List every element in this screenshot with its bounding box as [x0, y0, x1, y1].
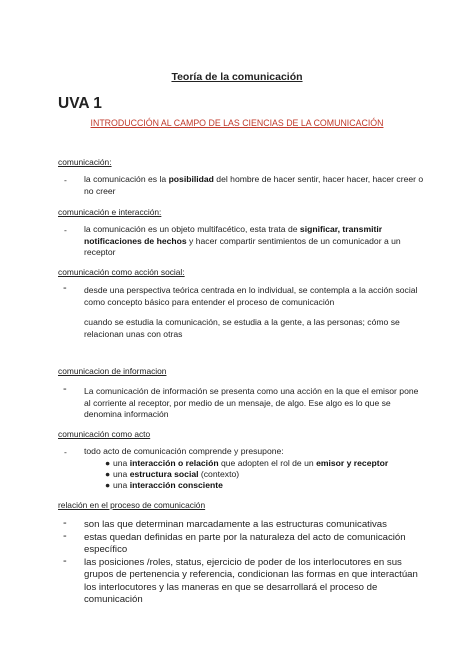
section-paragraph: estas quedan definidas en parte por la naturaleza del acto de comunicación específico: [84, 532, 406, 556]
section-heading-interaccion: comunicación e interacción:: [58, 207, 162, 217]
section-paragraph: todo acto de comunicación comprende y presupone:: [84, 446, 284, 456]
dash-marker: -: [64, 175, 67, 185]
document-title: Teoría de la comunicación: [171, 71, 303, 83]
document-subtitle: INTRODUCCIÓN AL CAMPO DE LAS CIENCIAS DE LA COMUNICACIÓN: [90, 118, 384, 128]
unit-heading: UVA 1: [58, 95, 102, 112]
bullet-marker: ●: [105, 469, 111, 479]
section-heading-accion-social: comunicación como acción social:: [58, 267, 185, 277]
bullet-marker: ●: [105, 458, 111, 468]
section-text: la comunicación es un objeto multifacético, esta trata de significar, transmitir notificaciones de hechos y hacer compartir sentimientos de un comunicador a un receptor: [84, 224, 401, 257]
section-paragraph: las posiciones /roles, status, ejercicio de poder de los interlocutores en sus grupos de pertenencia y referencia, condicionan las formas en que interactúan los interlocutores y las maneras en que se desarrollará el proceso de comunicación: [84, 557, 418, 606]
dash-marker: -: [63, 517, 67, 529]
section-paragraph: La comunicación de información se presenta como una acción en la que el emisor pone al corriente al receptor, por medio de un mensaje, de algo. Ese algo es lo que se denomina información: [84, 386, 419, 419]
section-heading-acto: comunicación como acto: [58, 429, 151, 439]
section-paragraph: desde una perspectiva teórica centrada en lo individual, se contempla a la acción social como concepto básico para entender el proceso de comunicación: [84, 285, 418, 307]
section-paragraph: son las que determinan marcadamente a las estructuras comunicativas: [84, 519, 387, 530]
list-item: una interacción consciente: [113, 480, 223, 490]
dash-marker: -: [63, 555, 67, 567]
list-item: una estructura social (contexto): [113, 469, 240, 479]
section-paragraph: cuando se estudia la comunicación, se estudia a la gente, a las personas; cómo se relacionan unas con otras: [84, 317, 400, 339]
section-heading-relacion: relación en el proceso de comunicación: [58, 500, 206, 510]
dash-marker: -: [64, 447, 67, 457]
dash-marker: -: [63, 383, 67, 395]
section-heading-informacion: comunicacion de informacion: [58, 366, 167, 376]
dash-marker: -: [63, 282, 67, 294]
section-text: la comunicación es la posibilidad del hombre de hacer sentir, hacer hacer, hacer creer o no creer: [84, 174, 424, 196]
dash-marker: -: [63, 530, 67, 542]
dash-marker: -: [64, 225, 67, 235]
section-heading-comunicacion: comunicación:: [58, 157, 112, 167]
bullet-marker: ●: [105, 480, 111, 490]
list-item: una interacción o relación que adopten el rol de un emisor y receptor: [113, 458, 389, 468]
